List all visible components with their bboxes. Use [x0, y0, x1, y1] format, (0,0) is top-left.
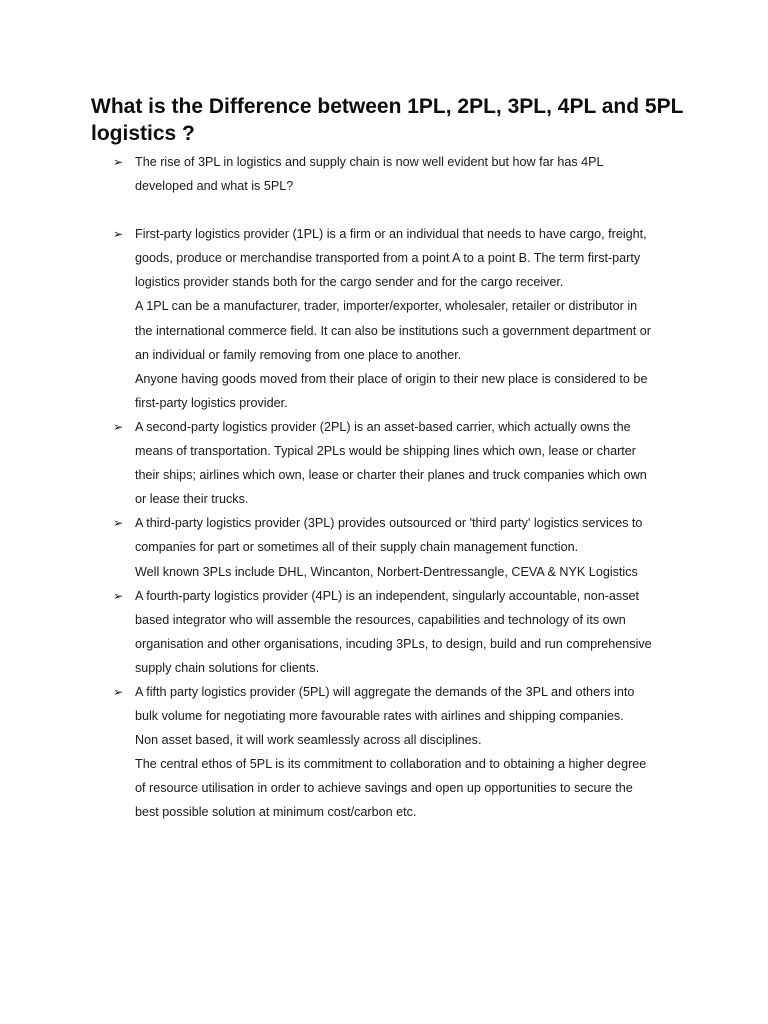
list-item	[0, 415, 768, 511]
paragraph-line: A fifth party logistics provider (5PL) will aggregate the demands of the 3PL and others into	[135, 684, 635, 699]
arrow-bullet-icon: ➢	[113, 684, 124, 699]
list-item	[0, 511, 768, 583]
paragraph-line: The rise of 3PL in logistics and supply chain is now well evident but how far has 4PL	[135, 155, 604, 169]
list-item	[0, 150, 768, 198]
bullet-list	[0, 150, 768, 825]
paragraph-line: The central ethos of 5PL is its commitment to collaboration and to obtaining a higher degree	[135, 757, 647, 772]
arrow-bullet-icon: ➢	[113, 419, 124, 434]
paragraph-line: A 1PL can be a manufacturer, trader, importer/exporter, wholesaler, retailer or distributor in	[135, 299, 638, 314]
paragraph-line: supply chain solutions for clients.	[135, 660, 320, 675]
arrow-bullet-icon: ➢	[113, 588, 124, 603]
document-title: What is the Difference between 1PL, 2PL, 3PL, 4PL and 5PL logistics ?	[91, 95, 684, 145]
paragraph-line: bulk volume for negotiating more favourable rates with airlines and shipping companies.	[135, 709, 624, 724]
paragraph-line: developed and what is 5PL?	[135, 179, 294, 194]
paragraph-line: First-party logistics provider (1PL) is a firm or an individual that needs to have cargo, freight,	[135, 227, 647, 242]
paragraph-line: of resource utilisation in order to achieve savings and open up opportunities to secure the	[135, 781, 633, 796]
paragraph-line: A second-party logistics provider (2PL) is an asset-based carrier, which actually owns the	[135, 419, 631, 434]
arrow-bullet-icon: ➢	[113, 155, 124, 169]
paragraph-line: first-party logistics provider.	[135, 395, 288, 410]
list-item	[0, 584, 768, 680]
paragraph-line: their ships; airlines which own, lease or charter their planes and truck companies which own	[135, 468, 647, 483]
paragraph-line: A fourth-party logistics provider (4PL) is an independent, singularly accountable, non-asset	[135, 588, 640, 603]
paragraph-line: Anyone having goods moved from their place of origin to their new place is considered to be	[135, 371, 648, 386]
arrow-bullet-icon: ➢	[113, 227, 124, 242]
paragraph-line: companies for part or sometimes all of their supply chain management function.	[135, 540, 579, 555]
paragraph-line: an individual or family removing from one place to another.	[135, 347, 462, 362]
paragraph-line: A third-party logistics provider (3PL) provides outsourced or 'third party' logistics services to	[135, 516, 643, 531]
paragraph-line: or lease their trucks.	[135, 492, 249, 507]
paragraph-line: Well known 3PLs include DHL, Wincanton, Norbert-Dentressangle, CEVA & NYK Logistics	[135, 564, 638, 579]
paragraph-line: means of transportation. Typical 2PLs would be shipping lines which own, lease or charter	[135, 444, 636, 459]
paragraph-line: organisation and other organisations, incuding 3PLs, to design, build and run comprehensive	[135, 636, 652, 651]
paragraph-line: logistics provider stands both for the cargo sender and for the cargo receiver.	[135, 275, 564, 290]
paragraph-line: the international commerce field. It can also be institutions such a government department or	[135, 323, 651, 338]
spacer	[0, 198, 768, 222]
paragraph-line: goods, produce or merchandise transported from a point A to a point B. The term first-party	[135, 251, 641, 266]
paragraph-line: Non asset based, it will work seamlessly across all disciplines.	[135, 733, 482, 748]
paragraph-line: based integrator who will assemble the resources, capabilities and technology of its own	[135, 612, 626, 627]
list-item	[0, 680, 768, 825]
arrow-bullet-icon: ➢	[113, 516, 124, 531]
list-item	[0, 222, 768, 415]
paragraph-line: best possible solution at minimum cost/carbon etc.	[135, 805, 417, 820]
